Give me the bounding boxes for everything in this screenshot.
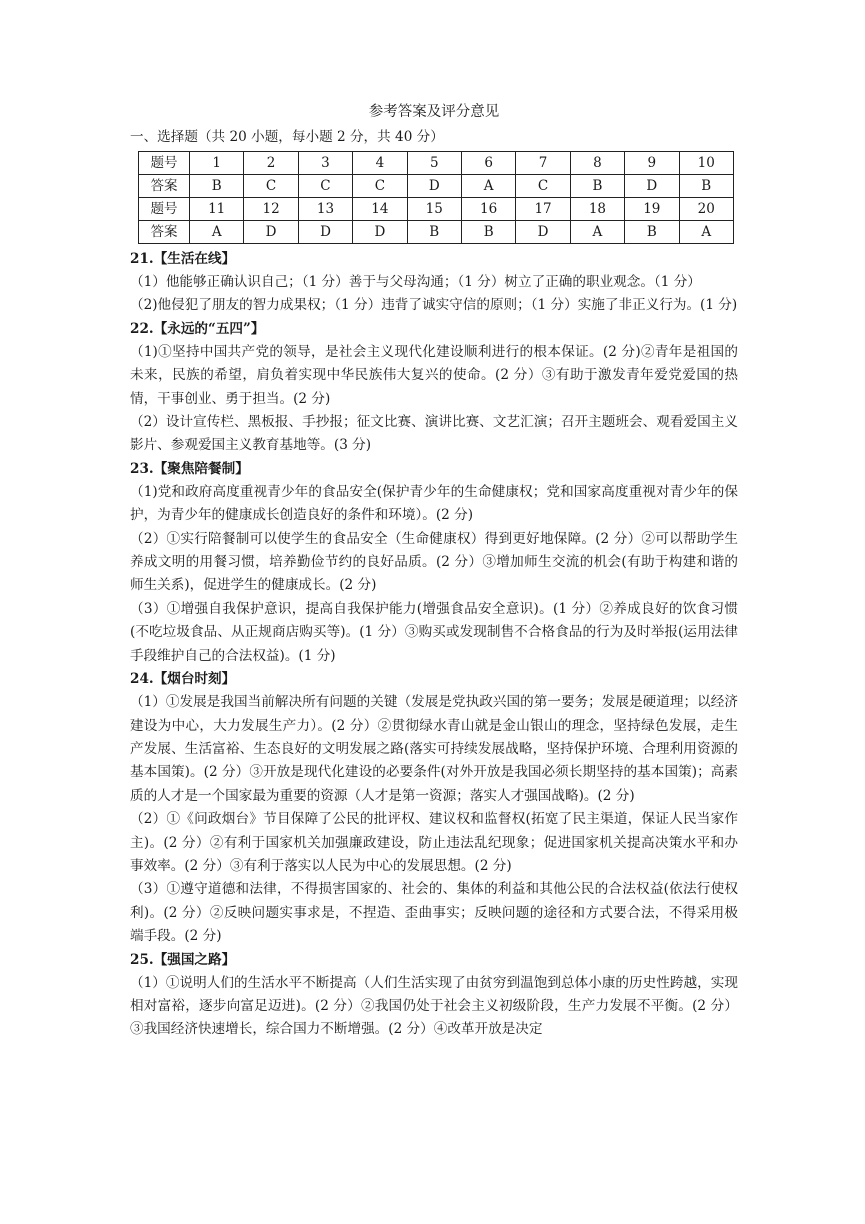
question-23-answer-2: （2）①实行陪餐制可以使学生的食品安全（生命健康权）得到更好地保障。(2 分）②可以帮助学生养成文明的用餐习惯，培养勤俭节约的良好品质。(2 分）③增加师生交流的机会(有助于构建和谐的师生关系)，促进学生的健康成长。(2 分) [130,530,738,594]
question-23-heading: 23.【聚焦陪餐制】 [130,460,249,477]
table-cell: 6 [461,152,515,175]
question-21-answer-1: （1）他能够正确认识自己；（1 分）善于与父母沟通；（1 分）树立了正确的职业观念。（1 分） [130,274,701,290]
table-cell: 13 [298,198,352,221]
question-21-answer-2: （2)他侵犯了朋友的智力成果权；（1 分）违背了诚实守信的原则；（1 分）实施了非正义行为。(1 分) [130,297,738,314]
table-cell: 16 [461,198,515,221]
table-cell: 19 [625,198,679,221]
table-cell: 18 [570,198,624,221]
table-cell: C [244,175,298,198]
table-cell: 7 [516,152,570,175]
table-cell: 15 [407,198,461,221]
table-cell: D [625,175,679,198]
table-cell: C [298,175,352,198]
table-cell: D [244,221,298,244]
table-cell: 答案 [139,221,190,244]
table-cell: 题号 [139,152,190,175]
table-cell: 17 [516,198,570,221]
table-cell: B [461,221,515,244]
question-24-answer-1: （1）①发展是我国当前解决所有问题的关键（发展是党执政兴国的第一要务；发展是硬道理；以经济建设为中心，大力发展生产力）。(2 分）②贯彻绿水青山就是金山银山的理念，坚持绿色发展，走生产发展、生活富裕、生态良好的文明发展之路(落实可持续发展战略，坚持保护环境、合理利用资源的基本国策)。(2 分）③开放是现代化建设的必要条件(对外开放是我国必须长期坚持的基本国策)；高素质的人才是一个国家最为重要的资源（人才是第一资源；落实人才强国战略)。(2 分) [130,694,738,804]
table-cell: 14 [353,198,407,221]
table-cell: 20 [679,198,733,221]
table-cell: 12 [244,198,298,221]
question-24-answer-2: （2）①《问政烟台》节目保障了公民的批评权、建议权和监督权(拓宽了民主渠道，保证人民当家作主)。(2 分）②有利于国家机关加强廉政建设，防止违法乱纪现象；促进国家机关提高决策水平和办事效率。(2 分）③有利于落实以人民为中心的发展思想。(2 分) [130,811,738,874]
table-cell: D [353,221,407,244]
table-cell: A [679,221,733,244]
question-24-answer-3: （3）①遵守道德和法律，不得损害国家的、社会的、集体的利益和其他公民的合法权益(依法行使权利)。(2 分）②反映问题实事求是，不捏造、歪曲事实；反映问题的途径和方式要合法，不得采用极端手段。(2 分) [130,881,738,945]
question-23-answer-1: （1)党和政府高度重视青少年的食品安全(保护青少年的生命健康权；党和国家高度重视对青少年的保护，为青少年的健康成长创造良好的条件和环境）。(2 分) [130,483,738,524]
table-cell: A [461,175,515,198]
table-cell: 11 [190,198,244,221]
section-heading-choice: 一、选择题（共 20 小题，每小题 2 分，共 40 分） [130,129,444,145]
table-row [139,221,734,244]
table-cell: D [516,221,570,244]
page-title: 参考答案及评分意见 [368,104,500,120]
table-cell: C [353,175,407,198]
question-25-heading: 25.【强国之路】 [130,951,236,968]
table-cell: B [407,221,461,244]
table-cell: 答案 [139,175,190,198]
question-21-heading: 21.【生活在线】 [130,251,236,267]
table-cell: D [298,221,352,244]
question-24-heading: 24.【烟台时刻】 [130,671,236,688]
table-cell: 题号 [139,198,190,221]
question-23-answer-3: （3）①增强自我保护意识，提高自我保护能力(增强食品安全意识)。(1 分）②养成良好的饮食习惯(不吃垃圾食品、从正规商店购买等)。(1 分）③购买或发现制售不合格食品的行为及时举报(运用法律手段维护自己的合法权益)。(1 分) [130,600,738,664]
table-cell: 4 [353,152,407,175]
table-cell: C [516,175,570,198]
question-22-answer-2: （2）设计宣传栏、黑板报、手抄报；征文比赛、演讲比赛、文艺汇演；召开主题班会、观看爱国主义影片、参观爱国主义教育基地等。(3 分) [130,414,738,454]
table-cell: B [679,175,733,198]
answer-document [130,100,738,1042]
table-cell: A [570,221,624,244]
answer-table [138,151,734,244]
table-cell: 10 [679,152,733,175]
question-25-answer-1: （1）①说明人们的生活水平不断提高（人们生活实现了由贫穷到温饱到总体小康的历史性跨越，实现相对富裕，逐步向富足迈进)。(2 分）②我国仍处于社会主义初级阶段，生产力发展不平衡。(2 分）③我国经济快速增长，综合国力不断增强。(2 分）④改革开放是决定 [130,974,738,1038]
table-cell: 3 [298,152,352,175]
table-cell: 9 [625,152,679,175]
question-22-answer-1: （1)①坚持中国共产党的领导，是社会主义现代化建设顺利进行的根本保证。(2 分)②青年是祖国的未来，民族的希望，肩负着实现中华民族伟大复兴的使命。(2 分）③有助于激发青年爱党爱国的热情，干事创业、勇于担当。(2 分) [130,343,738,407]
table-cell: D [407,175,461,198]
table-cell: A [190,221,244,244]
table-cell: B [190,175,244,198]
question-22-heading: 22.【永远的“五四”】 [130,320,265,337]
table-cell: B [570,175,624,198]
table-cell: 5 [407,152,461,175]
table-cell: 8 [570,152,624,175]
table-cell: B [625,221,679,244]
table-row [139,198,734,221]
table-row [139,152,734,175]
table-cell: 2 [244,152,298,175]
table-cell: 1 [190,152,244,175]
table-row [139,175,734,198]
